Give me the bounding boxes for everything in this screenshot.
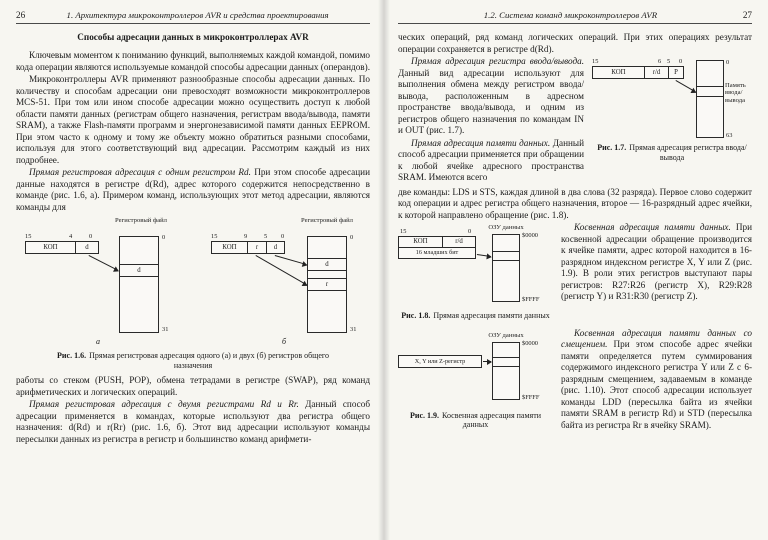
ram-box xyxy=(492,234,520,302)
paragraph-text: При этом способе адрес ячейки памяти определяется путем суммирования содержимого индексного регистра Y или Z с 6-разрядным смещением, задаваемым в команде (рис. 1.10). Этот способ адресации использует команды LDD (пересылка байта из ячейки памяти SRAM в регистр Rd) и STD (пересылка байта из регистра Rr в ячейку SRAM). xyxy=(561,339,752,430)
index-top: 0 xyxy=(162,234,166,241)
right-page-header xyxy=(398,10,752,24)
figure-1-8-diagram xyxy=(398,224,553,308)
paragraph-text: две команды: LDS и STS, каждая длиной в два слова (32 разряда). Первое слово содержит код операции и адрес регистра общего назначения, второе — 16-разрядный адрес ячейки, к которой направлено обращение (рис. 1.8). xyxy=(398,186,752,220)
paragraph-text: При этом способе адресации данные находятся в регистре d(Rd), адрес которого содержится непосредственно в команде (рис. 1.6, а). Примером команд, использующих этот метод адресации, являются команды для xyxy=(16,167,370,212)
paragraph xyxy=(398,56,584,137)
bit-label: 5 xyxy=(667,58,671,65)
paragraph-text: Ключевым моментом к пониманию функций, выполняемых каждой командой, помимо кода операции являются используемые командой способы адресации данных (операндов). xyxy=(16,50,371,72)
caption-number: Рис. 1.7. xyxy=(597,143,627,152)
paragraph xyxy=(16,74,370,166)
io-memory-row xyxy=(696,86,724,97)
caption-text: Прямая адресация регистра ввода/вывода xyxy=(629,143,747,162)
index-register-box: X, Y или Z-регистр xyxy=(398,355,482,368)
caption-number: Рис. 1.6. xyxy=(57,351,87,360)
paragraph-text: ческих операций, ряд команд логических операций. При этих операциях результат операции сохраняется в регистре d(Rd). xyxy=(398,32,752,54)
figure-text-row xyxy=(398,328,752,435)
paragraph-lead: Косвенная адресация памяти данных. xyxy=(574,222,731,232)
figure-1-9-diagram xyxy=(398,332,553,408)
address-bottom: $FFFF xyxy=(522,296,540,303)
bit-label: 4 xyxy=(69,233,73,240)
paragraph xyxy=(398,138,584,184)
figure-1-7-caption xyxy=(592,143,752,162)
paragraph-text: Микроконтроллеры AVR применяют разнообразные способы адресации данных. По количеству и способам адресации они превосходят возможности микроконтроллеров MCS-51. При том или ином способе адресации можно осуществить доступ к любой области памяти данных (регистрам общего назначения, регистрам ввода/вывода, памяти SRAM), а также Flash-памяти программ и энергонезависимой памяти данных EEPROM. При этом часто к одному и тому же объекту можно обратиться разными способами, используя для этого соответствующий вид адресации. Рассмотрим каждый из них подробнее. xyxy=(16,74,370,165)
paragraph-text: Данный способ адресации применяется в командах, которые используют два регистра общего назначения: d(Rd) и r(Rr) (рис. 1.6, б). Этот вид адресации используют команды пересылки данных из регистра в регистр и большинство команд арифмети- xyxy=(16,399,370,444)
running-head: 1. Архитектура микроконтроллеров AVR и средства проектирования xyxy=(66,10,329,20)
paragraph xyxy=(561,328,752,432)
index-bottom: 31 xyxy=(350,326,357,333)
caption-text: Прямая адресация памяти данных xyxy=(433,311,550,320)
register-file-label: Регистровый файл xyxy=(115,217,167,224)
io-memory-box xyxy=(696,60,724,138)
figure-1-7-diagram xyxy=(592,58,752,140)
paragraph xyxy=(398,32,752,55)
paragraph xyxy=(16,167,370,213)
bit-label: 15 xyxy=(211,233,218,240)
text-column xyxy=(561,328,752,435)
figure-column xyxy=(398,328,553,435)
paragraph-text: работы со стеком (PUSH, POP), обмена тетрадами в регистре (SWAP), ряд команд арифметических и логических операций. xyxy=(16,375,370,397)
instruction-word xyxy=(25,241,99,254)
r-field: r xyxy=(248,242,267,253)
figure-text-row xyxy=(398,222,752,326)
ram-row xyxy=(492,357,520,367)
index-bottom: 63 xyxy=(726,132,733,139)
address-word: 16 младших бит xyxy=(415,249,459,256)
arrow xyxy=(89,255,119,271)
bit-label: 0 xyxy=(281,233,285,240)
caption-number: Рис. 1.8. xyxy=(401,311,431,320)
arrow xyxy=(676,80,696,92)
register-row-r: r xyxy=(307,278,347,291)
bit-label: 15 xyxy=(400,228,407,235)
ram-row xyxy=(492,251,520,261)
left-page xyxy=(16,10,370,446)
bit-label: 15 xyxy=(592,58,599,65)
register-file-label: Регистровый файл xyxy=(301,217,353,224)
opcode-field: КОП xyxy=(399,237,443,247)
figure-1-6-caption xyxy=(38,351,348,370)
bit-label: 9 xyxy=(244,233,248,240)
text-column xyxy=(398,56,584,185)
panel-a-label: а xyxy=(96,337,100,346)
arrow xyxy=(483,361,491,362)
instruction-word-2 xyxy=(398,247,476,259)
bit-label: 5 xyxy=(264,233,268,240)
panel-b-label: б xyxy=(281,337,287,346)
address-bottom: $FFFF xyxy=(522,393,540,401)
instruction-word xyxy=(592,66,684,79)
section-title: Способы адресации данных в микроконтроллерах AVR xyxy=(77,32,309,42)
arrow xyxy=(477,254,491,257)
text-figure-row xyxy=(398,56,752,185)
d-field: d xyxy=(85,244,89,251)
register-row-d: d xyxy=(307,258,347,271)
paragraph-lead: Прямая адресация регистра ввода/вывода. xyxy=(411,56,584,66)
io-memory-label: Память ввода/вывода xyxy=(725,82,746,104)
paragraph-lead: Прямая адресация памяти данных. xyxy=(411,137,551,148)
running-head: 1.2. Система команд микроконтроллеров AVR xyxy=(483,10,658,20)
caption-number: Рис. 1.9. xyxy=(410,410,440,420)
bit-label: 6 xyxy=(658,58,662,65)
rd-field: r/d xyxy=(455,238,463,245)
register-row-d: d xyxy=(119,264,159,277)
index-bottom: 31 xyxy=(162,326,169,333)
bit-label: 0 xyxy=(679,58,683,65)
instruction-word xyxy=(211,241,285,254)
ram-label: ОЗУ данных xyxy=(488,224,524,231)
ram-label: ОЗУ данных xyxy=(488,331,524,339)
opcode-field: КОП xyxy=(593,67,645,78)
figure-column xyxy=(592,56,752,185)
ram-box xyxy=(492,342,520,400)
paragraph xyxy=(16,50,370,73)
page-number: 26 xyxy=(16,10,26,20)
bit-label: 15 xyxy=(25,233,32,240)
address-top: $0000 xyxy=(522,232,538,239)
arrow xyxy=(256,255,308,285)
bit-label: 0 xyxy=(468,228,472,235)
address-top: $0000 xyxy=(522,339,538,347)
paragraph-lead: Прямая регистровая адресация с двумя регистрами Rd и Rr. xyxy=(29,399,299,410)
rd-field: r/d xyxy=(645,67,669,78)
paragraph-lead: Косвенная адресация памяти данных со смещением. xyxy=(561,327,752,350)
right-page xyxy=(398,10,752,437)
d-field: d xyxy=(273,244,278,251)
figure-1-6 xyxy=(16,217,370,370)
figure-column xyxy=(398,222,553,326)
bit-label: 0 xyxy=(89,233,93,240)
figure-1-6-diagram xyxy=(23,217,363,348)
opcode-field: КОП xyxy=(212,242,248,253)
index-top: 0 xyxy=(350,234,354,241)
paragraph-text: При косвенной адресации обращение производится к ячейке памяти, адрес которой находится в 16-разрядном индексном регистре X, Y или Z (рис. 1.9). В роли этих регистров выступают пары регистров: R27:R26 (регистр X), R29:R28 (регистр Y) и R31:R30 (регистр Z). xyxy=(561,222,752,301)
book-center-crease xyxy=(378,0,390,540)
paragraph-lead: Прямая регистровая адресация с одним регистром Rd. xyxy=(29,167,251,177)
paragraph-text: Данный способ адресации применяется при обращении к любой ячейке адресного пространства SRAM. Имеются всего xyxy=(398,137,584,182)
page-number: 27 xyxy=(742,10,752,20)
arrow xyxy=(275,255,307,265)
paragraph xyxy=(398,187,752,222)
paragraph-text: Данный вид адресации используют для выполнения обмена между регистром ввода/вывода, расположенным в адресном пространстве ввода/вывода, и одним из регистров общего назначения по командам IN и OUT (рис. 1.7). xyxy=(398,67,584,135)
caption-text: Косвенная адресация памяти данных xyxy=(442,410,541,430)
caption-text: Прямая регистровая адресация одного (а) и двух (б) регистров общего назначения xyxy=(89,351,329,370)
figure-1-8-caption xyxy=(398,311,553,321)
opcode-field: КОП xyxy=(26,242,76,253)
paragraph xyxy=(16,399,370,445)
paragraph xyxy=(561,222,752,303)
paragraph xyxy=(16,375,370,398)
text-column xyxy=(561,222,752,326)
left-page-header xyxy=(16,10,370,24)
p-field: P xyxy=(674,69,678,76)
register-file-box xyxy=(119,236,159,333)
figure-1-9-caption xyxy=(398,411,553,430)
index-top: 0 xyxy=(726,59,730,66)
